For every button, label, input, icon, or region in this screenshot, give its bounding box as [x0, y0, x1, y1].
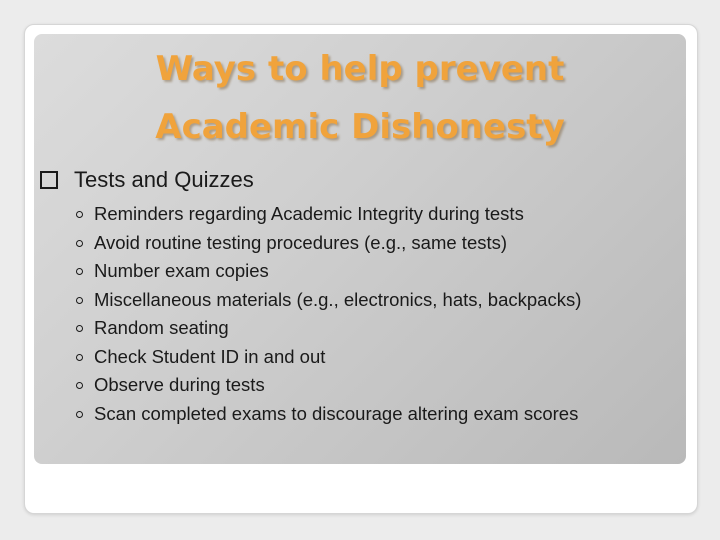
list-item-text: Avoid routine testing procedures (e.g., same tests)	[94, 231, 508, 253]
title-line-2: Academic Dishonesty	[155, 107, 565, 147]
circle-bullet-icon	[76, 268, 83, 275]
list-item-text: Random seating	[94, 317, 229, 338]
square-bullet-icon	[40, 171, 58, 189]
title-line-1: Ways to help prevent	[155, 49, 565, 89]
list-item	[76, 286, 660, 315]
circle-bullet-icon	[76, 411, 83, 418]
slide-content	[40, 164, 660, 428]
circle-bullet-icon	[76, 325, 83, 332]
list-item-text: Scan completed exams to discourage altering exam scores	[94, 402, 579, 424]
list-item-text: Number exam copies	[94, 260, 269, 281]
list-item-text: Miscellaneous materials (e.g., electronics, hats, backpacks)	[94, 288, 582, 310]
list-item	[76, 257, 660, 286]
circle-bullet-icon	[76, 382, 83, 389]
list-item-text: Reminders regarding Academic Integrity during tests	[94, 203, 524, 224]
sub-bullet-list	[40, 200, 660, 428]
list-item	[76, 371, 660, 400]
slide-title	[100, 40, 620, 156]
list-item-text: Observe during tests	[94, 374, 265, 395]
circle-bullet-icon	[76, 211, 83, 218]
circle-bullet-icon	[76, 240, 83, 247]
main-bullet	[40, 164, 660, 196]
list-item	[76, 200, 660, 229]
list-item	[76, 400, 660, 429]
list-item	[76, 314, 660, 343]
main-bullet-label: Tests and Quizzes	[74, 167, 254, 192]
circle-bullet-icon	[76, 297, 83, 304]
list-item	[76, 229, 660, 258]
list-item-text: Check Student ID in and out	[94, 345, 326, 367]
list-item	[76, 343, 660, 372]
circle-bullet-icon	[76, 354, 83, 361]
